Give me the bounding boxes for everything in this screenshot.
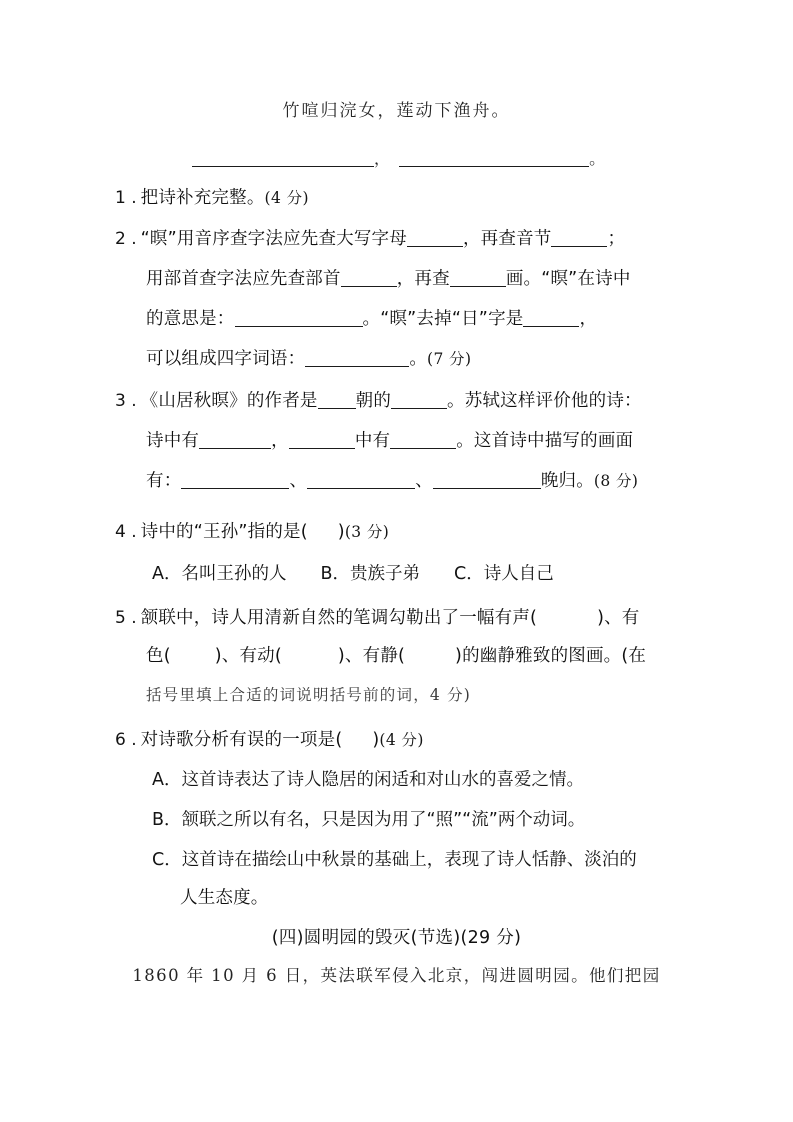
question-3-number: 3 . (115, 391, 137, 412)
question-2-text-b: ，再查音节 (462, 229, 552, 250)
question-2-text-a: “暝”用音序查字法应先查大写字母 (140, 229, 407, 250)
question-1-number: 1 . (115, 188, 137, 208)
question-3-sep-1: 、 (289, 471, 308, 492)
question-4-option-b[interactable]: B．贵族子弟 (320, 564, 420, 584)
question-5-text-c: 色( (146, 646, 171, 666)
question-2-text-k: 。 (409, 349, 428, 370)
question-2-blank-5[interactable] (235, 310, 363, 327)
question-3-blank-5[interactable] (390, 432, 456, 449)
question-2-line-3 (146, 310, 597, 329)
question-4-options (152, 566, 554, 584)
question-3-text-c: 。苏轼这样评价他的诗： (447, 391, 642, 412)
question-5-instruction-note: 括号里填上合适的词说明括号前的词，4 分) (146, 686, 472, 704)
poem-answer-blanks (192, 150, 606, 167)
question-2-line-1 (115, 230, 625, 249)
section-four-excerpt-label: (节选) (410, 928, 461, 948)
question-6-option-a[interactable]: A．这首诗表达了诗人隐居的闲适和对山水的喜爱之情。 (152, 770, 584, 790)
question-3-text-h: 有： (146, 471, 182, 492)
section-four-points: (29 分) (460, 928, 522, 948)
question-3-text-f: 中有 (354, 431, 391, 452)
question-3-blank-3[interactable] (199, 432, 271, 449)
question-2-line-4 (146, 350, 471, 369)
question-5-line-1 (115, 610, 640, 628)
question-3-text-i: 晚归。 (540, 471, 594, 492)
question-3-blank-2[interactable] (391, 392, 447, 409)
question-3-blank-8[interactable] (433, 472, 541, 489)
question-2-text-e: ，再查 (396, 269, 450, 290)
question-2-number: 2 . (115, 229, 137, 250)
question-1-stem: 把诗补充完整。 (140, 188, 265, 208)
question-3-line-1 (115, 392, 642, 411)
question-5-line-2 (146, 648, 646, 666)
question-2-text-d: 用部首查字法应先查部首 (146, 269, 341, 290)
question-6-text: 对诗歌分析有误的一项是( (140, 730, 343, 750)
question-2-text-c: ； (607, 229, 626, 250)
question-2-text-g: 的意思是： (146, 309, 235, 330)
question-2-blank-7[interactable] (305, 350, 409, 367)
question-6-paren-close: ) (372, 730, 380, 750)
question-3-text-d: 诗中有 (146, 431, 200, 452)
question-2-text-i: ， (579, 309, 598, 330)
question-4-paren-close: ) (337, 522, 345, 542)
question-4-text: 诗中的“王孙”指的是( (140, 522, 308, 542)
question-3-points: (8 分) (593, 472, 639, 491)
question-2-text-h: 。“暝”去掉“日”字是 (362, 309, 524, 330)
question-2-text-j: 可以组成四字词语： (146, 349, 306, 370)
section-four-heading (0, 930, 793, 948)
question-3-blank-7[interactable] (307, 472, 415, 489)
question-6-number: 6 . (115, 730, 137, 750)
question-2-text-f: 画。“暝”在诗中 (505, 269, 631, 290)
question-3-line-3 (146, 472, 638, 491)
question-1-points: (4 分) (264, 189, 309, 207)
question-2-points: (7 分) (427, 350, 472, 369)
question-2-blank-1[interactable] (407, 230, 463, 247)
poem-blank-period: 。 (589, 149, 607, 169)
question-4-stem (115, 524, 389, 542)
question-3-sep-2: 、 (415, 471, 433, 492)
question-2-blank-3[interactable] (341, 270, 397, 287)
question-2-blank-2[interactable] (551, 230, 607, 247)
question-4-option-c[interactable]: C．诗人自己 (454, 564, 554, 584)
question-3-text-e: ， (271, 431, 289, 452)
section-four-title: (四)圆明园的毁灭 (271, 928, 411, 948)
question-5-text-f: )的幽静雅致的图画。(在 (455, 646, 647, 666)
passage-line-1: 1860 年 10 月 6 日，英法联军侵入北京，闯进圆明园。他们把园 (132, 966, 661, 985)
question-4-number: 4 . (115, 522, 137, 542)
question-3-line-2 (146, 432, 633, 451)
poem-line: 竹喧归浣女，莲动下渔舟。 (282, 101, 511, 121)
question-2-blank-4[interactable] (450, 270, 506, 287)
question-2-line-2 (146, 270, 631, 289)
question-3-text-g: 。这首诗中描写的画面 (456, 431, 634, 452)
question-6-option-b[interactable]: B．颔联之所以有名，只是因为用了“照”“流”两个动词。 (152, 810, 586, 830)
question-6-option-c[interactable]: C．这首诗在描绘山中秋景的基础上，表现了诗人恬静、淡泊的 (152, 850, 637, 870)
question-5-text-d: )、有动( (214, 646, 282, 666)
question-3-blank-4[interactable] (289, 432, 355, 449)
question-1 (115, 190, 309, 208)
question-4-option-a[interactable]: A．名叫王孙的人 (152, 564, 287, 584)
poem-blank-1[interactable] (192, 150, 374, 167)
question-6-stem (115, 732, 424, 750)
poem-blank-comma: ， (374, 149, 392, 169)
question-5-text-a: 颔联中，诗人用清新自然的笔调勾勒出了一幅有声( (140, 608, 538, 628)
question-2-blank-6[interactable] (523, 310, 579, 327)
question-5-text-e: )、有静( (337, 646, 406, 666)
poem-blank-2[interactable] (399, 150, 589, 167)
question-6-points: (4 分) (379, 731, 424, 749)
question-3-text-b: 朝的 (355, 391, 392, 412)
question-6-option-c-wrap: 人生态度。 (180, 888, 269, 908)
question-3-blank-6[interactable] (181, 472, 289, 489)
question-5-text-b: )、有 (597, 608, 640, 628)
question-3-text-a: 《山居秋暝》的作者是 (140, 391, 318, 412)
question-4-points: (3 分) (344, 523, 390, 541)
question-5-number: 5 . (115, 608, 137, 628)
question-3-blank-1[interactable] (318, 392, 356, 409)
